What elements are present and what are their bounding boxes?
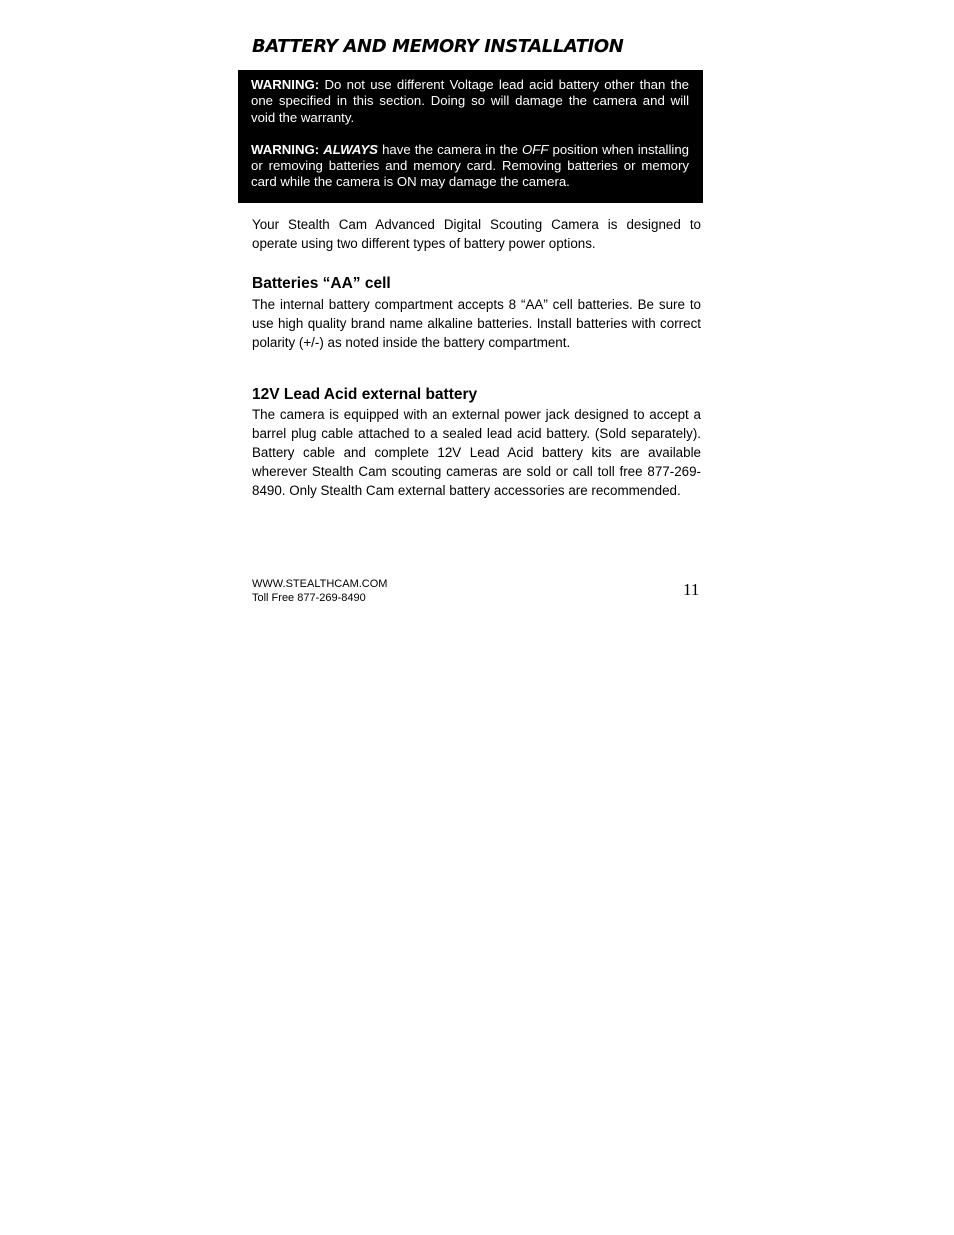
warning-emphasis: ALWAYS [323,141,378,157]
warning-voltage [251,77,689,126]
intro-paragraph: Your Stealth Cam Advanced Digital Scouting Camera is designed to operate using two different types of battery power options. [252,217,701,251]
section-body-12v-battery: The camera is equipped with an external power jack designed to accept a barrel plug cable attached to a sealed lead acid battery. (Sold separately). Battery cable and complete 12V Lead Acid battery kits are available wherever Stealth Cam scouting cameras are sold or call toll free 877-269-8490. Only Stealth Cam external battery accessories are recommended. [252,407,701,498]
footer-website: WWW.STEALTHCAM.COM [252,578,388,590]
warning-text: position when installing or removing batteries and memory card. Removing batteries or memory card while the camera is ON may damage the camera. [251,141,690,190]
warning-label: WARNING: [251,141,320,157]
section-body-aa-batteries: The internal battery compartment accepts 8 “AA” cell batteries. Be sure to use high quality brand name alkaline batteries. Install batteries with correct polarity (+/-) as noted inside the battery compartment. [252,297,701,350]
section-heading-aa-batteries: Batteries “AA” cell [252,275,391,292]
page-number: 11 [683,580,700,599]
warning-text: have the camera in the [377,141,523,157]
footer-phone: Toll Free 877-269-8490 [252,591,366,604]
warning-off-word: OFF [522,141,549,157]
section-heading-12v-battery: 12V Lead Acid external battery [252,386,478,403]
warning-power-off [251,142,689,191]
warning-box [238,70,703,203]
warning-text: Do not use different Voltage lead acid battery other than the one specified in this section. Doing so will damage the camera and will void the warranty. [251,77,689,125]
footer-contact [252,578,387,605]
warning-label: WARNING: [251,77,320,92]
page-title: BATTERY AND MEMORY INSTALLATION [252,36,624,57]
